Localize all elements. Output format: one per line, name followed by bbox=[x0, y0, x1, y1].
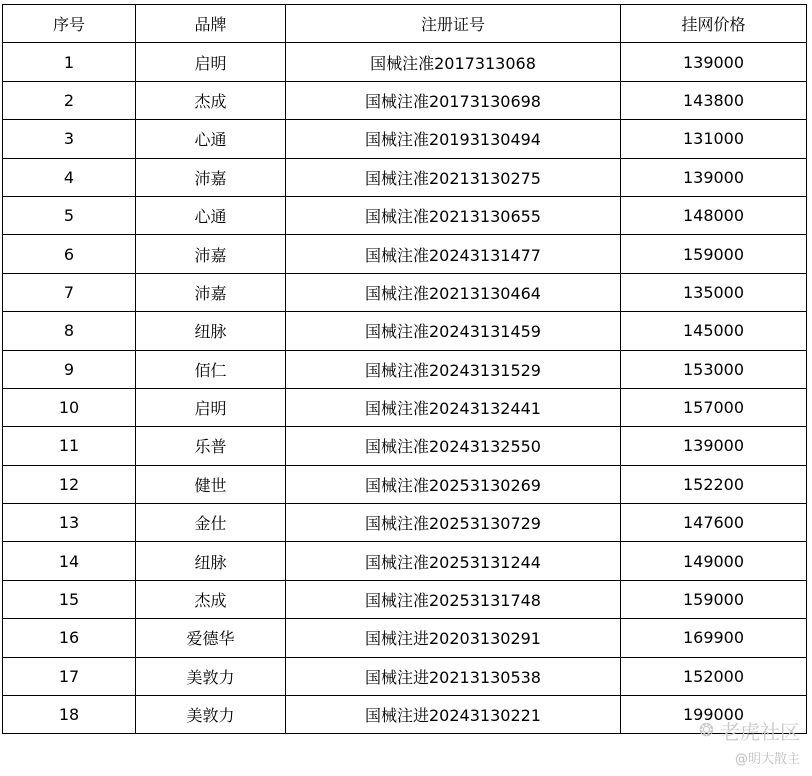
cell-listed-price: 152200 bbox=[621, 465, 807, 503]
cell-registration-number: 国械注进20213130538 bbox=[286, 657, 621, 695]
cell-listed-price: 159000 bbox=[621, 235, 807, 273]
table-row bbox=[3, 235, 807, 273]
header-registration-number: 注册证号 bbox=[286, 5, 621, 43]
cell-registration-number: 国械注进20243130221 bbox=[286, 696, 621, 734]
cell-brand: 沛嘉 bbox=[136, 273, 286, 311]
cell-registration-number: 国械注准20253131244 bbox=[286, 542, 621, 580]
cell-listed-price: 147600 bbox=[621, 504, 807, 542]
cell-listed-price: 157000 bbox=[621, 388, 807, 426]
cell-listed-price: 139000 bbox=[621, 158, 807, 196]
watermark-author: @明大散主 bbox=[734, 752, 800, 767]
cell-index: 1 bbox=[3, 43, 136, 81]
cell-index: 8 bbox=[3, 312, 136, 350]
cell-registration-number: 国械注准20253131748 bbox=[286, 580, 621, 618]
table-row bbox=[3, 350, 807, 388]
cell-index: 12 bbox=[3, 465, 136, 503]
cell-listed-price: 139000 bbox=[621, 43, 807, 81]
cell-brand: 杰成 bbox=[136, 580, 286, 618]
table-row bbox=[3, 696, 807, 734]
table-row bbox=[3, 388, 807, 426]
cell-index: 2 bbox=[3, 81, 136, 119]
watermark-site bbox=[699, 716, 800, 745]
table-row bbox=[3, 81, 807, 119]
table-row bbox=[3, 504, 807, 542]
table-row bbox=[3, 120, 807, 158]
cell-registration-number: 国械注准20253130729 bbox=[286, 504, 621, 542]
cell-listed-price: 199000 bbox=[621, 696, 807, 734]
cell-index: 3 bbox=[3, 120, 136, 158]
cell-registration-number: 国械注准20243132441 bbox=[286, 388, 621, 426]
cell-brand: 爱德华 bbox=[136, 619, 286, 657]
table-row bbox=[3, 312, 807, 350]
cell-registration-number: 国械注准20243131459 bbox=[286, 312, 621, 350]
cell-brand: 沛嘉 bbox=[136, 235, 286, 273]
table-row bbox=[3, 580, 807, 618]
cell-brand: 金仕 bbox=[136, 504, 286, 542]
cell-brand: 乐普 bbox=[136, 427, 286, 465]
cell-registration-number: 国械注准2017313068 bbox=[286, 43, 621, 81]
cell-listed-price: 148000 bbox=[621, 196, 807, 234]
cell-brand: 启明 bbox=[136, 388, 286, 426]
cell-brand: 美敦力 bbox=[136, 696, 286, 734]
cell-registration-number: 国械注准20173130698 bbox=[286, 81, 621, 119]
table-row bbox=[3, 427, 807, 465]
table-row bbox=[3, 196, 807, 234]
cell-brand: 心通 bbox=[136, 120, 286, 158]
cell-index: 17 bbox=[3, 657, 136, 695]
cell-brand: 心通 bbox=[136, 196, 286, 234]
header-listed-price: 挂网价格 bbox=[621, 5, 807, 43]
cell-index: 4 bbox=[3, 158, 136, 196]
header-brand: 品牌 bbox=[136, 5, 286, 43]
cell-brand: 纽脉 bbox=[136, 312, 286, 350]
cell-registration-number: 国械注准20243131529 bbox=[286, 350, 621, 388]
cell-listed-price: 139000 bbox=[621, 427, 807, 465]
cell-index: 18 bbox=[3, 696, 136, 734]
cell-listed-price: 143800 bbox=[621, 81, 807, 119]
cell-registration-number: 国械注准20253130269 bbox=[286, 465, 621, 503]
tiger-paw-icon: ❂ bbox=[698, 720, 714, 741]
cell-brand: 沛嘉 bbox=[136, 158, 286, 196]
cell-registration-number: 国械注准20213130655 bbox=[286, 196, 621, 234]
header-index: 序号 bbox=[3, 5, 136, 43]
cell-index: 5 bbox=[3, 196, 136, 234]
cell-brand: 佰仁 bbox=[136, 350, 286, 388]
cell-registration-number: 国械注准20243132550 bbox=[286, 427, 621, 465]
cell-brand: 健世 bbox=[136, 465, 286, 503]
cell-index: 9 bbox=[3, 350, 136, 388]
watermark-site-label: 老虎社区 bbox=[720, 720, 800, 744]
cell-index: 16 bbox=[3, 619, 136, 657]
cell-brand: 纽脉 bbox=[136, 542, 286, 580]
table-row bbox=[3, 542, 807, 580]
cell-listed-price: 131000 bbox=[621, 120, 807, 158]
cell-listed-price: 152000 bbox=[621, 657, 807, 695]
cell-index: 11 bbox=[3, 427, 136, 465]
cell-registration-number: 国械注准20193130494 bbox=[286, 120, 621, 158]
cell-listed-price: 145000 bbox=[621, 312, 807, 350]
table-row bbox=[3, 273, 807, 311]
cell-index: 7 bbox=[3, 273, 136, 311]
cell-brand: 启明 bbox=[136, 43, 286, 81]
cell-registration-number: 国械注准20213130464 bbox=[286, 273, 621, 311]
cell-listed-price: 149000 bbox=[621, 542, 807, 580]
cell-index: 14 bbox=[3, 542, 136, 580]
table-row bbox=[3, 43, 807, 81]
cell-index: 6 bbox=[3, 235, 136, 273]
cell-registration-number: 国械注进20203130291 bbox=[286, 619, 621, 657]
cell-index: 15 bbox=[3, 580, 136, 618]
table-row bbox=[3, 657, 807, 695]
cell-registration-number: 国械注准20213130275 bbox=[286, 158, 621, 196]
cell-brand: 杰成 bbox=[136, 81, 286, 119]
cell-listed-price: 159000 bbox=[621, 580, 807, 618]
table-row bbox=[3, 158, 807, 196]
table-row bbox=[3, 619, 807, 657]
price-table bbox=[2, 4, 807, 734]
cell-registration-number: 国械注准20243131477 bbox=[286, 235, 621, 273]
table-row bbox=[3, 465, 807, 503]
table-body bbox=[3, 43, 807, 734]
cell-index: 10 bbox=[3, 388, 136, 426]
cell-brand: 美敦力 bbox=[136, 657, 286, 695]
cell-listed-price: 135000 bbox=[621, 273, 807, 311]
table-header-row bbox=[3, 5, 807, 43]
cell-listed-price: 169900 bbox=[621, 619, 807, 657]
cell-listed-price: 153000 bbox=[621, 350, 807, 388]
cell-index: 13 bbox=[3, 504, 136, 542]
